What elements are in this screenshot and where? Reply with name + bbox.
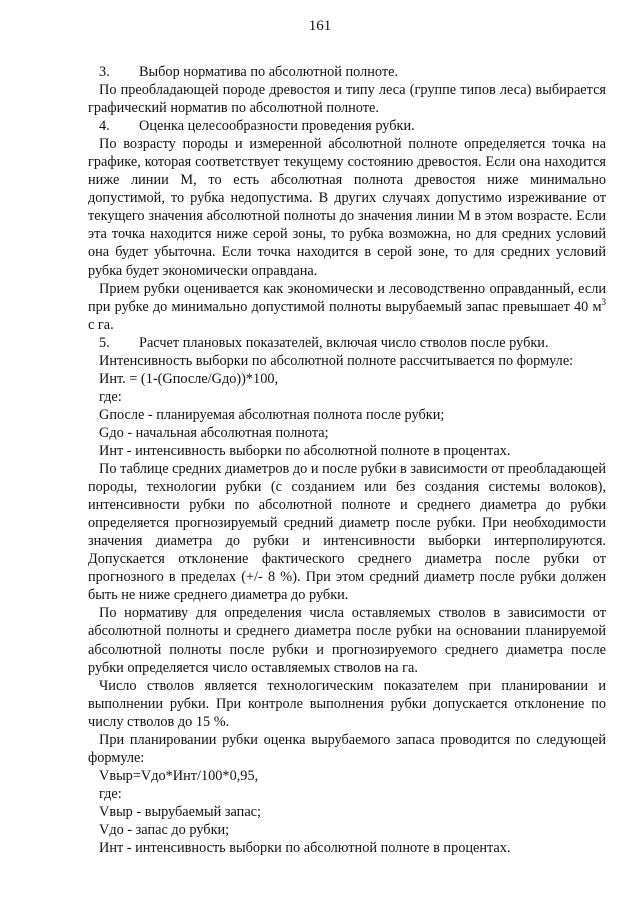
planning-paragraph: При планировании рубки оценка вырубаемого запаса проводится по следующей формуле: <box>88 731 606 766</box>
item-3-title: Выбор норматива по абсолютной полноте. <box>139 64 399 80</box>
definition-v-cut: Vвыр - вырубаемый запас; <box>99 803 261 820</box>
item-5-title: Расчет плановых показателей, включая число стволов после рубки. <box>139 334 549 351</box>
document-body <box>88 63 606 857</box>
item-3-number: 3. <box>99 64 110 80</box>
cubic-superscript: 3 <box>601 296 606 307</box>
item-3-heading <box>88 63 606 81</box>
volume-formula: Vвыр=Vдо*Инт/100*0,95, <box>99 767 259 784</box>
diameters-paragraph: По таблице средних диаметров до и после рубки в зависимости от преобладающей породы, технологии рубки (с созданием или без создания системы волоков), интенсивности рубки по абсолютной полноте и среднего диаметра до рубки определяется прогнозируемый средний диаметр после рубки. При необходимости значения диаметра до рубки и интенсивности выборки интерполируются. Допускается отклонение фактического среднего диаметра после рубки от прогнозного в пределах (+/- 8 %). При этом средний диаметр после рубки должен быть не ниже среднего диаметра до рубки. <box>88 461 606 604</box>
reception-text: Прием рубки оценивается как экономически и лесоводственно оправданный, если при рубке до минимально допустимой полноты вырубаемый запас превышает 40 м <box>88 280 606 315</box>
definition-int-2: Инт - интенсивность выборки по абсолютной полноте в процентах. <box>99 840 511 857</box>
intensity-formula-intro: Интенсивность выборки по абсолютной полноте рассчитывается по формуле: <box>99 352 574 369</box>
norm-stems-paragraph: По нормативу для определения числа оставляемых стволов в зависимости от абсолютной полноты и среднего диаметра после рубки на основании планируемой абсолютной полноты после рубки и прогнозируемого среднего диаметра после рубки определяется число оставляемых стволов на га. <box>88 605 606 676</box>
item-5-heading <box>88 334 606 352</box>
item-5-number: 5. <box>99 334 110 351</box>
definition-g-after: Gпосле - планируемая абсолютная полнота после рубки; <box>99 406 445 423</box>
item-4-body: По возрасту породы и измеренной абсолютной полноте определяется точка на графике, которая соответствует текущему состоянию древостоя. Если она находится ниже линии М, то есть абсолютная полнота древостоя ниже минимально допустимой, то рубка недопустима. В других случаях допустимо изреживание от текущего значения абсолютной полноты до значения линии М в этом возрасте. Если эта точка находится ниже серой зоны, то рубка возможна, но для средних условий она будет убыточна. Если точка находится в серой зоне, то для средних условий рубка будет экономически оправдана. <box>88 136 606 279</box>
item-4-heading <box>88 117 606 135</box>
item-4-title: Оценка целесообразности проведения рубки. <box>139 118 415 135</box>
where-label-2: где: <box>99 785 122 802</box>
reception-paragraph <box>88 280 606 334</box>
stem-count-paragraph: Число стволов является технологическим показателем при планировании и выполнении рубки. При контроле выполнения рубки допускается отклонение по числу стволов до 15 %. <box>88 677 606 730</box>
definition-g-before: Gдо - начальная абсолютная полнота; <box>99 424 329 441</box>
intensity-formula: Инт. = (1-(Gпосле/Gдо))*100, <box>99 370 279 387</box>
item-4-number: 4. <box>99 118 110 135</box>
item-3-body: По преобладающей породе древостоя и типу леса (группе типов леса) выбирается графический норматив по абсолютной полноте. <box>88 82 606 117</box>
page-number: 161 <box>308 18 332 34</box>
where-label-1: где: <box>99 388 122 405</box>
definition-int-1: Инт - интенсивность выборки по абсолютной полноте в процентах. <box>99 442 511 459</box>
reception-tail: с га. <box>88 316 114 333</box>
definition-v-before: Vдо - запас до рубки; <box>99 821 230 838</box>
